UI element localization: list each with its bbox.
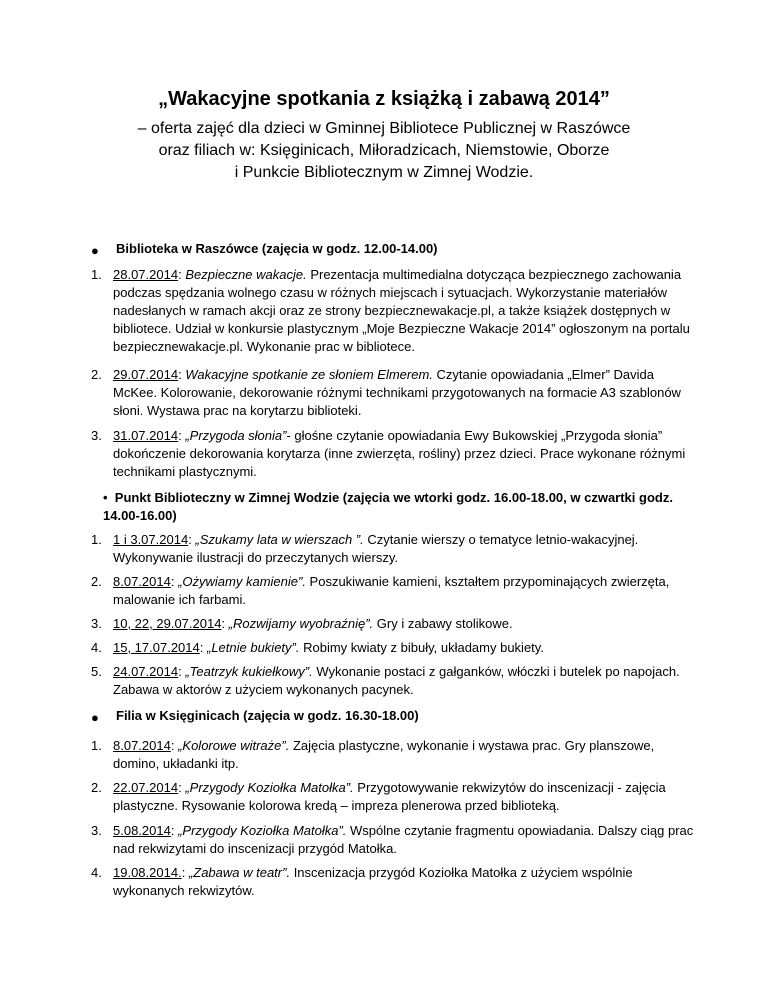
subtitle-line: i Punkcie Bibliotecznym w Zimnej Wodzie. (234, 164, 534, 181)
item-title: „Ożywiamy kamienie”. (178, 574, 306, 589)
subtitle-line: oraz filiach w: Księginicach, Miłoradzicach, Niemstowie, Oborze (158, 142, 610, 159)
item-date: 5.08.2014 (113, 823, 171, 838)
item-separator: : (178, 428, 186, 443)
item-separator: : (178, 780, 186, 795)
item-text: Wykonanie postaci z gałganków, włóczki i butelek po napojach. Zabawa w aktorów z użyciem wykonanych pacynek. (113, 664, 680, 697)
list-item (91, 531, 698, 567)
item-separator: : (178, 664, 186, 679)
item-title: Bezpieczne wakacje. (185, 267, 307, 282)
item-number: 1. (91, 267, 102, 282)
item-number: 1. (91, 738, 102, 753)
section-heading (103, 489, 698, 525)
item-title: „Kolorowe witraże”. (178, 738, 290, 753)
item-text: - głośne czytanie opowiadania Ewy Bukowskiej „Przygoda słonia” dokończenie dekorowania korytarza (inne zwierzęta, rośliny) przez dzieci. Prace wykonane różnymi technikami plastycznymi. (113, 428, 686, 479)
item-number: 1. (91, 532, 102, 547)
list-item (91, 822, 698, 858)
item-title: Wakacyjne spotkanie ze słoniem Elmerem. (185, 367, 433, 382)
item-date: 15, 17.07.2014 (113, 640, 200, 655)
item-number: 5. (91, 664, 102, 679)
subtitle-line: – oferta zajęć dla dzieci w Gminnej Bibliotece Publicznej w Raszówce (137, 120, 631, 137)
item-text: Prezentacja multimedialna dotycząca bezpiecznego zachowania podczas spędzania wolnego czasu w różnych miejscach i sytuacjach. Wykorzystanie materiałów nadesłanych w ramach akcji oraz ze strony bezpiecznewakacje.pl, a także książek dostępnych w bibliotece. Udział w konkursie plastycznym „Moje Bezpieczne Wakacje 2014” ogłoszonym na portalu bezpiecznewakacje.pl. Wykonanie prac w bibliotece. (113, 267, 690, 354)
item-date: 8.07.2014 (113, 738, 171, 753)
item-separator: : (221, 616, 229, 631)
item-date: 1 i 3.07.2014 (113, 532, 189, 547)
section-heading: Filia w Księginicach (zajęcia w godz. 16.30-18.00) (116, 708, 419, 723)
item-number: 2. (91, 780, 102, 795)
item-date: 29.07.2014 (113, 367, 179, 382)
item-text: Czytanie wierszy o tematyce letnio-wakacyjnej. Wykonywanie ilustracji do przeczytanych wierszy. (113, 532, 639, 565)
item-date: 31.07.2014 (113, 428, 179, 443)
item-text: Poszukiwanie kamieni, kształtem przypominających zwierzęta, malowanie ich farbami. (113, 574, 670, 607)
item-text: Gry i zabawy stolikowe. (373, 616, 513, 631)
item-number: 2. (91, 367, 102, 382)
item-text: Przygotowywanie rekwizytów do inscenizacji - zajęcia plastyczne. Rysowanie kolorowa kredą – impreza plenerowa przed biblioteką. (113, 780, 666, 813)
list-item (91, 266, 698, 356)
item-separator: : (170, 574, 179, 589)
list-item (91, 663, 698, 699)
list-item (91, 366, 698, 420)
item-title: „Przygoda słonia” (185, 428, 287, 443)
item-separator: : (188, 532, 196, 547)
item-number: 4. (91, 640, 102, 655)
item-number: 3. (91, 616, 102, 631)
item-date: 22.07.2014 (113, 780, 179, 795)
item-separator: : (181, 865, 189, 880)
item-date: 19.08.2014. (113, 865, 182, 880)
item-title: „Teatrzyk kukiełkowy”. (185, 664, 313, 679)
item-date: 28.07.2014 (113, 267, 179, 282)
item-title: „Letnie bukiety”. (206, 640, 300, 655)
item-separator: : (170, 823, 179, 838)
bullet-icon: ● (91, 710, 99, 725)
item-date: 24.07.2014 (113, 664, 179, 679)
item-text: Wspólne czytanie fragmentu opowiadania. Dalszy ciąg prac nad rekwizytami do inscenizacji przygód Matołka. (113, 823, 694, 856)
item-separator: : (199, 640, 207, 655)
list-item (91, 779, 698, 815)
item-title: „Szukamy lata w wierszach ”. (195, 532, 364, 547)
subtitle (0, 118, 768, 184)
item-number: 3. (91, 823, 102, 838)
item-date: 10, 22, 29.07.2014 (113, 616, 222, 631)
item-text: Zajęcia plastyczne, wykonanie i wystawa prac. Gry planszowe, domino, układanki itp. (113, 738, 655, 771)
item-number: 2. (91, 574, 102, 589)
item-text: Czytanie opowiadania „Elmer” Davida McKee. Kolorowanie, dekorowanie różnymi technikami przygotowanych na formacie A3 szablonów słoni. Wystawa prac na korytarzu biblioteki. (113, 367, 681, 418)
item-number: 4. (91, 865, 102, 880)
item-separator: : (170, 738, 179, 753)
list-item (91, 427, 698, 481)
item-separator: : (178, 267, 186, 282)
list-item (91, 737, 698, 773)
section-heading: Biblioteka w Raszówce (zajęcia w godz. 12.00-14.00) (116, 241, 438, 256)
section-heading-text: Punkt Biblioteczny w Zimnej Wodzie (zajęcia we wtorki godz. 16.00-18.00, w czwartki godz. 14.00-16.00) (103, 490, 673, 523)
list-item (91, 639, 698, 657)
page-title: „Wakacyjne spotkania z książką i zabawą 2014” (158, 88, 610, 110)
bullet-icon: ● (91, 243, 99, 258)
item-title: „Przygody Koziołka Matołka”. (178, 823, 347, 838)
item-text: Robimy kwiaty z bibuły, układamy bukiety. (299, 640, 544, 655)
bullet-icon: • (103, 490, 115, 505)
list-item (91, 615, 698, 633)
item-separator: : (178, 367, 186, 382)
item-title: „Przygody Koziołka Matołka”. (185, 780, 354, 795)
item-title: „Rozwijamy wyobraźnię”. (228, 616, 374, 631)
item-text: Inscenizacja przygód Koziołka Matołka z użyciem wspólnie wykonanych rekwizytów. (113, 865, 633, 898)
item-date: 8.07.2014 (113, 574, 171, 589)
list-item (91, 573, 698, 609)
item-title: „Zabawa w teatr”. (188, 865, 291, 880)
item-number: 3. (91, 428, 102, 443)
list-item (91, 864, 698, 900)
